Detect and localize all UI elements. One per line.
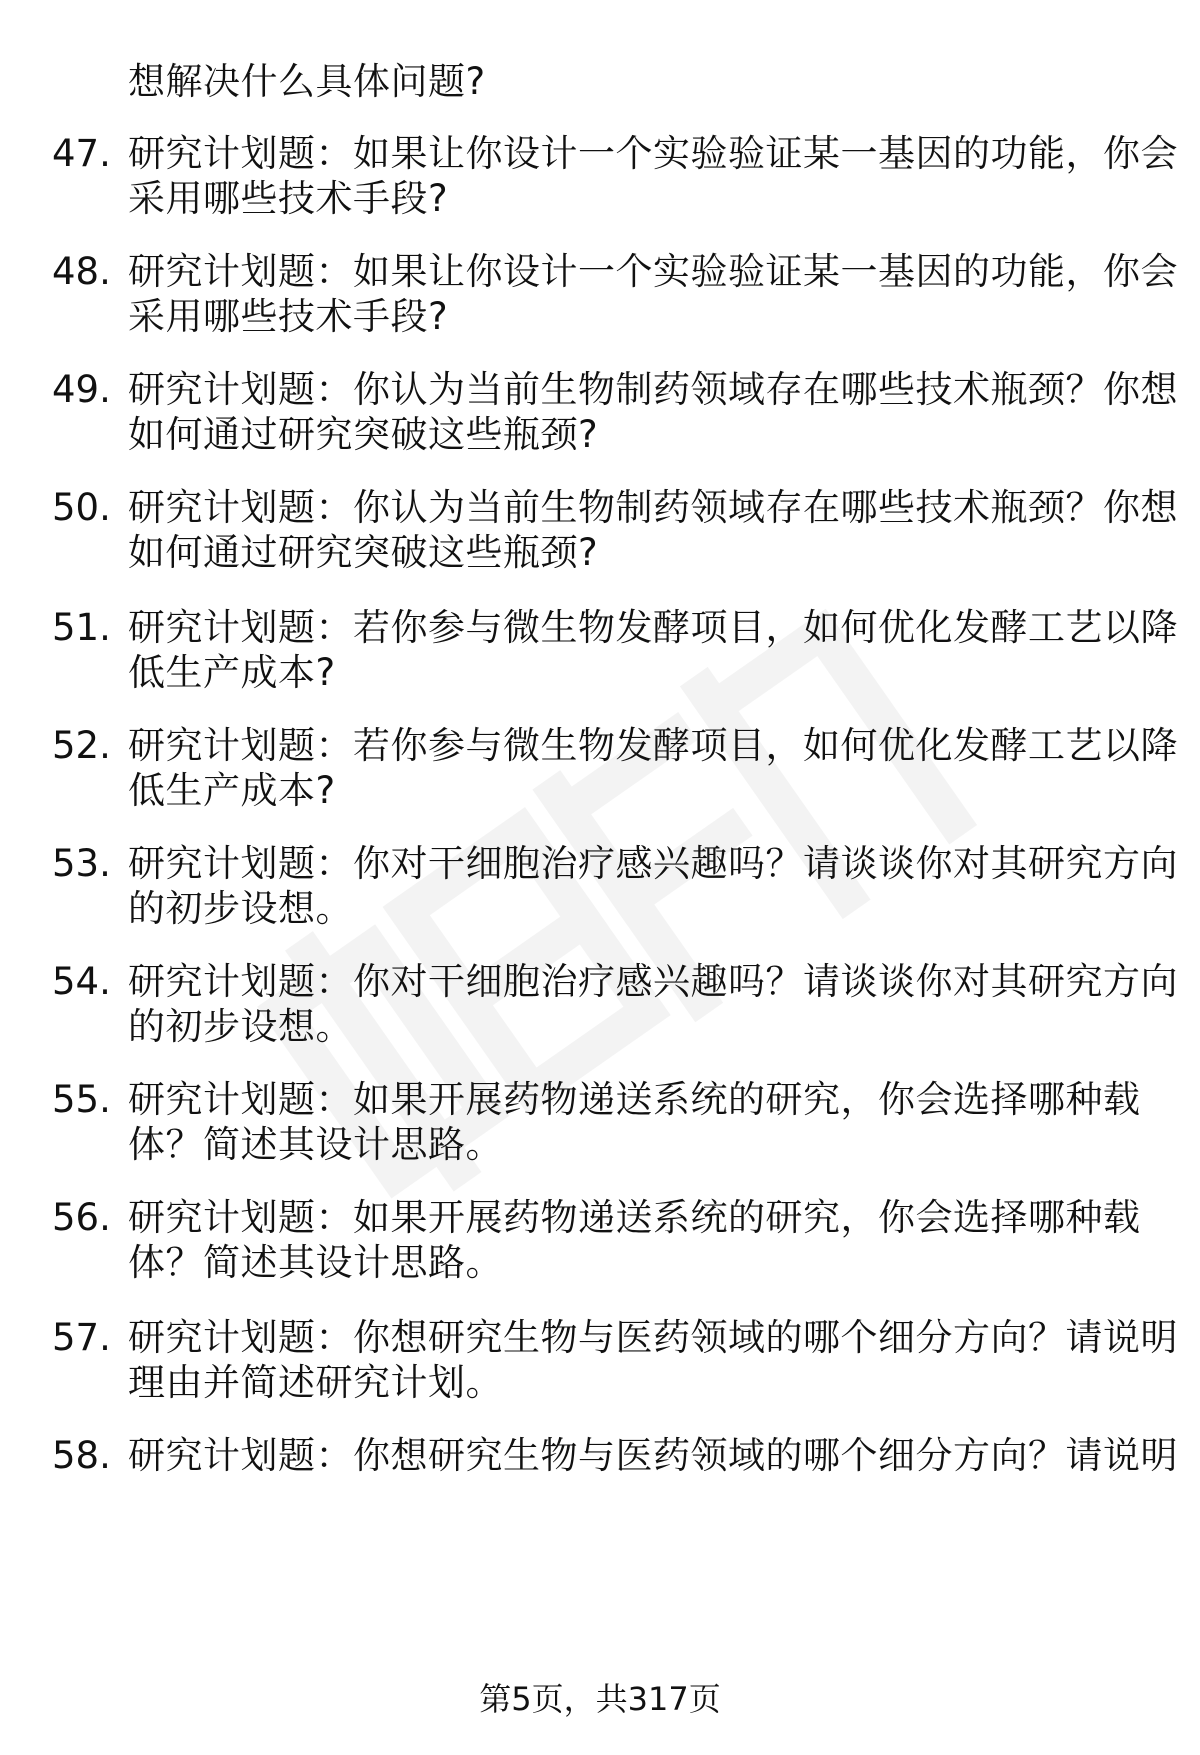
question-text-line2: 采用哪些技术手段?	[128, 177, 449, 220]
question-number: 58.	[52, 1434, 111, 1477]
question-text-line1: 研究计划题：你想研究生物与医药领域的哪个细分方向？请说明	[128, 1434, 1178, 1477]
question-text-line2: 如何通过研究突破这些瓶颈?	[128, 413, 599, 456]
question-text-line2: 体？简述其设计思路。	[128, 1241, 503, 1284]
question-text-line1: 研究计划题：你认为当前生物制药领域存在哪些技术瓶颈？你想	[128, 368, 1178, 411]
question-number: 49.	[52, 368, 111, 411]
question-text-line2: 如何通过研究突破这些瓶颈?	[128, 531, 599, 574]
question-text-line1: 研究计划题：如果让你设计一个实验验证某一基因的功能，你会	[128, 132, 1178, 175]
question-text-line2: 理由并简述研究计划。	[128, 1361, 503, 1404]
question-number: 57.	[52, 1316, 111, 1359]
question-number: 47.	[52, 132, 111, 175]
question-text-line1: 研究计划题：如果让你设计一个实验验证某一基因的功能，你会	[128, 250, 1178, 293]
question-text-line2: 低生产成本?	[128, 769, 336, 812]
question-number: 55.	[52, 1078, 111, 1121]
question-number: 48.	[52, 250, 111, 293]
question-text-line1: 研究计划题：如果开展药物递送系统的研究，你会选择哪种载	[128, 1078, 1141, 1121]
question-text-line1: 研究计划题：你对干细胞治疗感兴趣吗？请谈谈你对其研究方向	[128, 960, 1178, 1003]
question-number: 52.	[52, 724, 111, 767]
page-footer: 第5页，共317页	[479, 1680, 721, 1718]
question-text-line1: 研究计划题：你对干细胞治疗感兴趣吗？请谈谈你对其研究方向	[128, 842, 1178, 885]
question-text-line2: 低生产成本?	[128, 651, 336, 694]
question-text-line1: 研究计划题：你认为当前生物制药领域存在哪些技术瓶颈？你想	[128, 486, 1178, 529]
question-number: 54.	[52, 960, 111, 1003]
question-number: 51.	[52, 606, 111, 649]
question-text-line2: 的初步设想。	[128, 1005, 353, 1048]
continuation-line: 想解决什么具体问题?	[128, 60, 486, 103]
question-number: 53.	[52, 842, 111, 885]
question-text-line1: 研究计划题：如果开展药物递送系统的研究，你会选择哪种载	[128, 1196, 1141, 1239]
question-text-line2: 体？简述其设计思路。	[128, 1123, 503, 1166]
question-text-line2: 的初步设想。	[128, 887, 353, 930]
question-number: 56.	[52, 1196, 111, 1239]
question-text-line1: 研究计划题：若你参与微生物发酵项目，如何优化发酵工艺以降	[128, 606, 1178, 649]
question-text-line2: 采用哪些技术手段?	[128, 295, 449, 338]
question-text-line1: 研究计划题：若你参与微生物发酵项目，如何优化发酵工艺以降	[128, 724, 1178, 767]
question-text-line1: 研究计划题：你想研究生物与医药领域的哪个细分方向？请说明	[128, 1316, 1178, 1359]
question-number: 50.	[52, 486, 111, 529]
